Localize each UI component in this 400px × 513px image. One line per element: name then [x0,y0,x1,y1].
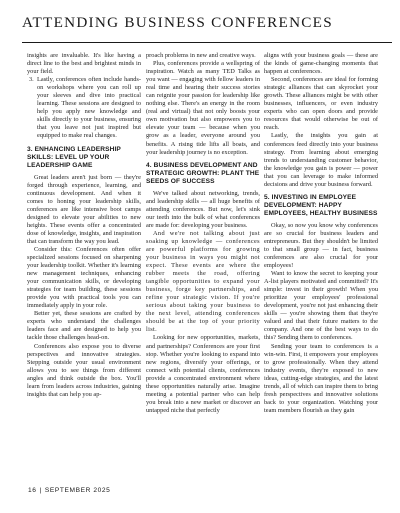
paragraph: Conferences also expose you to diverse perspectives and innovative strategies. Stepping outside your usual environment allows you to see things from different angles and think outside the box. You'll learn from leaders across industries, gaining insights that can help you ap- [27,342,141,398]
paragraph: Want to know the secret to keeping your A-list players motivated and committed? It's simple: invest in their growth! When you prioritize your employees' professional development, you're not just enhancing their skills — you're showing them that they're valued and that their future matters to the company. And one of the best ways to do this? Sending them to conferences. [264,270,378,342]
paragraph: Consider this: Conferences often offer specialized sessions focused on sharpening your leadership toolkit. Whether it's learning new management techniques, enhancing your communication skills, or developing strategies for team building, these sessions provide you with practical tools you can immediately apply in your role. [27,245,141,310]
section-heading-employee-development: 5. INVESTING IN EMPLOYEE DEVELOPMENT: HAPPY EMPLOYEES, HEALTHY BUSINESS [264,193,378,217]
paragraph: proach problems in new and creative ways. [146,52,256,59]
paragraph: insights are invaluable. It's like having a direct line to the best and brightest minds in your field. [27,52,141,76]
list-number: 3. [29,76,34,84]
paragraph: Sending your team to conferences is a win-win. First, it empowers your employees to grow professionally. When they attend industry events, they're exposed to new ideas, cutting-edge strategies, and the latest trends, all of which can inspire them to bring fresh perspectives and innovative solutions back to your organization. Watching your team members flourish as they gain [264,342,378,414]
header-divider [22,42,392,43]
column-middle [146,52,260,484]
column-right [264,52,378,484]
issue-date: SEPTEMBER 2025 [44,487,111,494]
paragraph: We've talked about networking, trends, and leadership skills — all huge benefits of attending conferences. But now, let's sink our teeth into the bulk of what conferences are made for: developing your business. [146,189,260,229]
footer-separator: | [39,487,42,494]
paragraph: And we're not talking about just soaking up knowledge — conferences are powerful platforms for growing your business in ways you might not expect. These events are where the rubber meets the road, offering tangible opportunities to expand your business, forge key partnerships, and refine your strategic vision. If you're serious about taking your business to the next level, attending conferences should be at the top of your priority list. [146,229,260,334]
paragraph: Lastly, the insights you gain at conferences feed directly into your business strategy. From learning about emerging trends to understanding customer behavior, the knowledge you gain is power — power that you can leverage to make informed decisions and drive your business forward. [264,132,378,188]
list-item-text: Lastly, conferences often include hands-on workshops where you can roll up your sleeves and dive into practical learning. These sessions are designed to help you apply new knowledge and skills directly to your business, ensuring that you leave not just inspired but equipped to make real changes. [37,76,141,140]
section-heading-business-development: 4. BUSINESS DEVELOPMENT AND STRATEGIC GROWTH: PLANT THE SEEDS OF SUCCESS [146,161,260,185]
paragraph: Okay, so now you know why conferences are so crucial for business leaders and entrepreneurs. But they shouldn't be limited to that small group — in fact, business conferences are also crucial for your employees! [264,221,378,270]
paragraph: Great leaders aren't just born — they're forged through experience, learning, and continuous development. And when it comes to honing your leadership skills, conferences are like intensive boot camps designed to elevate your abilities to new heights. These events offer a concentrated dose of knowledge, insights, and inspiration that can transform the way you lead. [27,173,141,245]
paragraph: Second, conferences are ideal for forming strategic alliances that can skyrocket your growth. These alliances might be with other businesses, influencers, or even industry experts who can open doors and provide resources that would otherwise be out of reach. [264,76,378,132]
section-heading-leadership: 3. ENHANCING LEADERSHIP SKILLS: LEVEL UP YOUR LEADERSHIP GAME [27,145,121,169]
page-number: 16 [28,487,37,494]
page-header-title: ATTENDING BUSINESS CONFERENCES [22,14,333,31]
paragraph: Looking for new opportunities, markets, and partnerships? Conferences are your first stop. Whether you're looking to expand into new regions, diversify your offerings, or connect with potential clients, conferences provide a concentrated environment where these opportunities naturally arise. Imagine meeting a potential partner who can help you break into a new market or discover an untapped niche that perfectly [146,334,260,414]
paragraph: Better yet, these sessions are crafted by experts who understand the challenges leaders face and are designed to help you tackle those challenges head-on. [27,310,141,342]
column-left [27,52,141,484]
page-footer [28,487,110,494]
numbered-list-item [27,76,141,140]
paragraph: Plus, conferences provide a wellspring of inspiration. Watch as many TED Talks as you want — engaging with fellow leaders in real time and hearing their success stories can reignite your passion for leadership like nothing else. There's an energy in the room (real and virtual) that not only boosts your own motivation but also empowers you to elevate your team — because when you grow as a leader, everyone around you benefits. A rising tide lifts all boats, and your leadership journey is no exception. [146,60,260,156]
paragraph: aligns with your business goals — these are the kinds of game-changing moments that happen at conferences. [264,52,378,76]
